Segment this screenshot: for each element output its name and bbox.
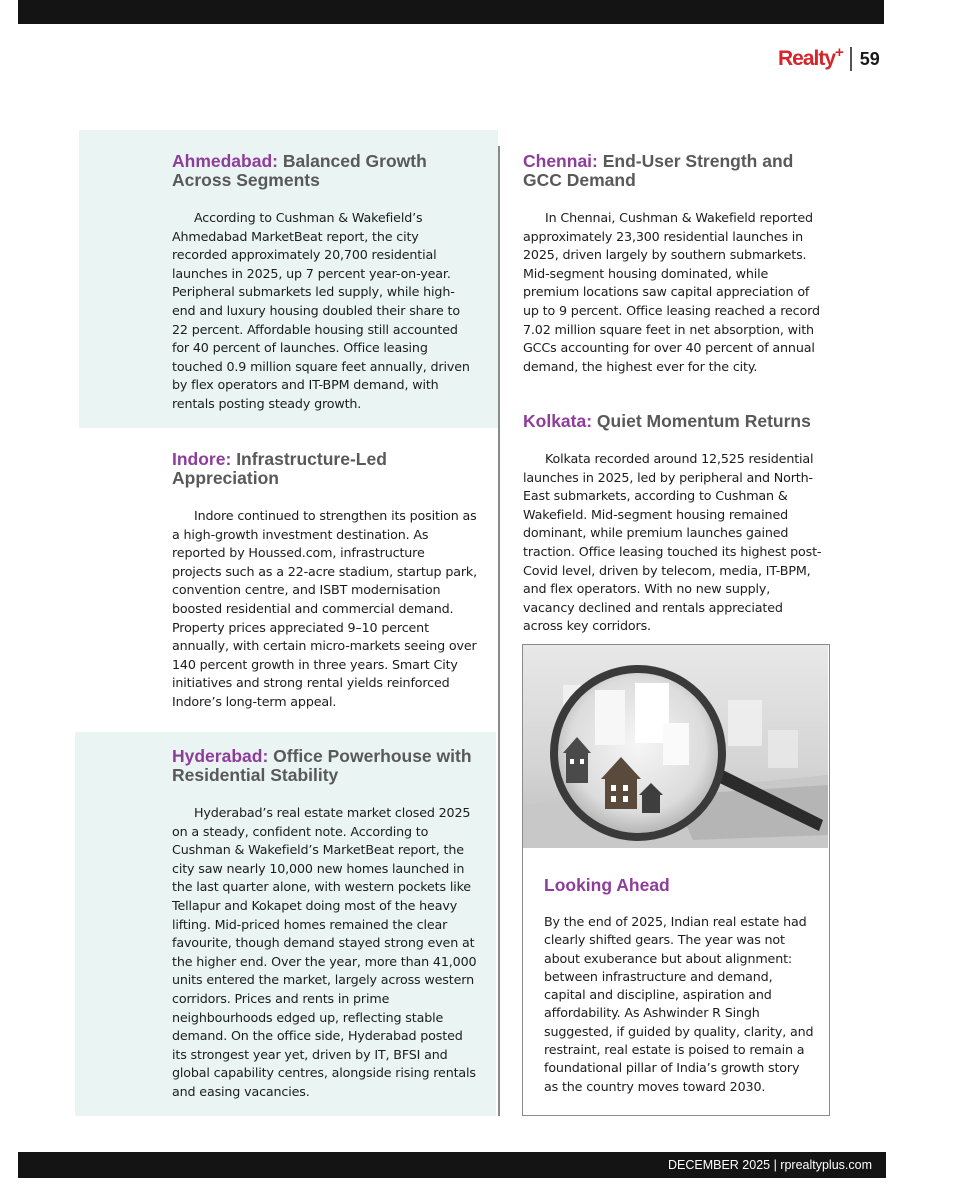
article-hyderabad: [172, 747, 477, 1102]
header-divider: [850, 47, 852, 71]
column-divider: [498, 146, 500, 1116]
looking-ahead-box: [522, 644, 830, 1116]
article-body: Indore continued to strengthen its position as a high-growth investment destination. As reported by Houssed.com, infrastructure projects such as a 22-acre stadium, startup park, convention centre, and ISBT modernisation boosted residential and commercial demand. Property prices appreciated 9–10 percent annually, with certain micro-markets seeing over 140 percent growth in three years. Smart City initiatives and strong rental yields reinforced Indore’s long-term appeal.: [172, 508, 478, 709]
article-chennai: [523, 152, 823, 376]
page-header: [778, 44, 880, 74]
article-body: Kolkata recorded around 12,525 residential launches in 2025, led by peripheral and North-East submarkets, according to Cushman & Wakefield. Mid-segment housing remained dominant, while premium launches gained traction. Office leasing touched its highest post-Covid level, driven by telecom, media, IT-BPM, and flex operators. With no new supply, vacancy declined and rentals appreciated across key corridors.: [523, 451, 822, 634]
article-indore: [172, 450, 477, 712]
realty-plus-logo: Realty+: [778, 44, 843, 70]
article-heading: Chennai: End-User Strength and GCC Demand: [523, 151, 794, 190]
article-heading: Hyderabad: Office Powerhouse with Residential Stability: [172, 746, 472, 785]
article-body: Hyderabad’s real estate market closed 2025 on a steady, confident note. According to Cushman & Wakefield’s MarketBeat report, the city saw nearly 10,000 new homes launched in the last quarter alone, with western pockets like Tellapur and Kokapet doing most of the heavy lifting. Mid-priced homes remained the clear favourite, though demand stayed strong even at the higher end. Over the year, more than 41,000 units entered the market, largely across western corridors. Prices and rents in prime neighbourhoods edged up, reflecting stable demand. On the office side, Hyderabad posted its strongest year yet, driven by IT, BFSI and global capability centres, alongside rising rentals and easing vacancies.: [172, 805, 477, 1099]
article-heading: Kolkata: Quiet Momentum Returns: [523, 411, 811, 431]
top-bar: [18, 0, 884, 24]
article-kolkata: [523, 412, 823, 636]
magnifying-glass-houses-image: [523, 645, 828, 848]
article-heading: Ahmedabad: Balanced Growth Across Segments: [172, 151, 427, 190]
article-heading: Indore: Infrastructure-Led Appreciation: [172, 449, 387, 488]
footer-bar: [18, 1152, 886, 1178]
article-ahmedabad: [172, 152, 477, 414]
footer-text: DECEMBER 2025 | rprealtyplus.com: [667, 1158, 872, 1172]
article-body: In Chennai, Cushman & Wakefield reported approximately 23,300 residential launches in 2025, driven largely by southern submarkets. Mid-segment housing dominated, while premium locations saw capital appreciation of up to 9 percent. Office leasing reached a record 7.02 million square feet in net absorption, with GCCs accounting for over 40 percent of annual demand, the highest ever for the city.: [523, 210, 820, 374]
page-number: 59: [859, 48, 880, 69]
looking-ahead-heading: Looking Ahead: [544, 875, 670, 895]
article-body: According to Cushman & Wakefield’s Ahmedabad MarketBeat report, the city recorded approximately 20,700 residential launches in 2025, up 7 percent year-on-year. Peripheral submarkets led supply, while high-end and luxury housing doubled their share to 22 percent. Affordable housing still accounted for 40 percent of launches. Office leasing touched 0.9 million square feet annually, driven by flex operators and IT-BPM demand, with rentals posting steady growth.: [172, 210, 470, 411]
looking-ahead-body: By the end of 2025, Indian real estate had clearly shifted gears. The year was not about exuberance but about alignment: between infrastructure and demand, capital and discipline, aspiration and affordability. As Ashwinder R Singh suggested, if guided by quality, clarity, and restraint, real estate is poised to remain a foundational pillar of India’s growth story as the country moves toward 2030.: [544, 914, 814, 1094]
